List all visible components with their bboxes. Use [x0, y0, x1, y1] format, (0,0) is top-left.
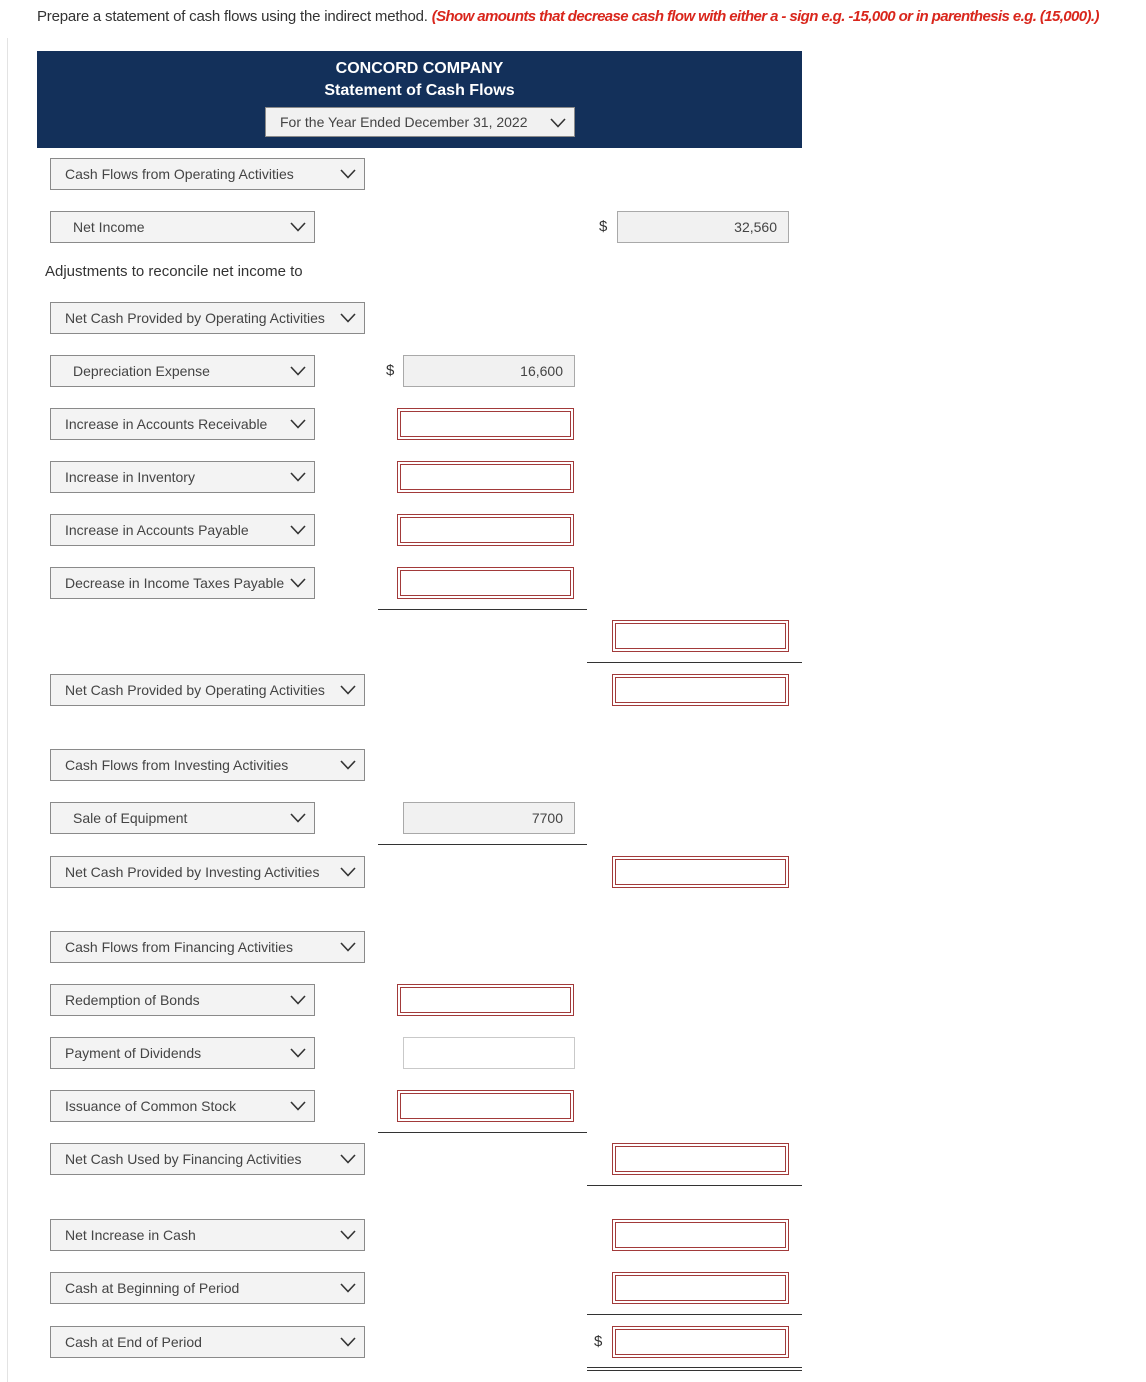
operating-total-select[interactable] [50, 674, 365, 706]
company-name: CONCORD COMPANY [335, 60, 504, 77]
cash-beginning-input[interactable] [612, 1272, 789, 1304]
investing-total-input[interactable] [612, 856, 789, 888]
income-taxes-input[interactable] [397, 567, 574, 599]
accounts-payable-select[interactable] [50, 514, 315, 546]
financing-total-input[interactable] [612, 1143, 789, 1175]
accounts-receivable-label: Increase in Accounts Receivable [65, 416, 268, 432]
depreciation-label: Depreciation Expense [73, 363, 210, 379]
cash-beginning-label: Cash at Beginning of Period [65, 1280, 240, 1296]
sale-of-equipment-label: Sale of Equipment [73, 810, 188, 826]
inventory-select[interactable] [50, 461, 315, 493]
income-taxes-label: Decrease in Income Taxes Payable [65, 575, 285, 591]
chevron-down-icon [340, 1154, 356, 1164]
subtotal-rule [378, 1132, 587, 1133]
operating-total-label: Net Cash Provided by Operating Activities [65, 682, 325, 698]
operating-heading-select[interactable] [50, 158, 365, 190]
financing-total-select[interactable] [50, 1143, 365, 1175]
financing-total-label: Net Cash Used by Financing Activities [65, 1151, 302, 1167]
chevron-down-icon [290, 813, 306, 823]
accounts-receivable-select[interactable] [50, 408, 315, 440]
chevron-down-icon [340, 1230, 356, 1240]
chevron-down-icon [340, 685, 356, 695]
sale-of-equipment-amount: 7700 [403, 802, 575, 834]
instructions-text: Prepare a statement of cash flows using the indirect method. [37, 8, 428, 25]
adjustments-total-input[interactable] [612, 620, 789, 652]
depreciation-amount: 16,600 [403, 355, 575, 387]
instructions [37, 8, 1099, 25]
issuance-of-common-stock-label: Issuance of Common Stock [65, 1098, 237, 1114]
payment-of-dividends-select[interactable] [50, 1037, 315, 1069]
accounts-payable-label: Increase in Accounts Payable [65, 522, 249, 538]
chevron-down-icon [340, 760, 356, 770]
dollar-sign: $ [386, 362, 395, 379]
dollar-sign: $ [594, 1333, 603, 1350]
chevron-down-icon [340, 1337, 356, 1347]
chevron-down-icon [290, 525, 306, 535]
net-income-amount: 32,560 [617, 211, 789, 243]
cash-end-label: Cash at End of Period [65, 1334, 202, 1350]
chevron-down-icon [290, 1101, 306, 1111]
investing-total-label: Net Cash Provided by Investing Activities [65, 864, 320, 880]
depreciation-select[interactable] [50, 355, 315, 387]
redemption-of-bonds-select[interactable] [50, 984, 315, 1016]
double-rule-bottom [587, 1370, 802, 1371]
adjustments-heading-label: Net Cash Provided by Operating Activities [65, 310, 325, 326]
chevron-down-icon [340, 1283, 356, 1293]
subtotal-rule [378, 609, 587, 610]
period-select-label: For the Year Ended December 31, 2022 [280, 114, 528, 130]
chevron-down-icon [290, 995, 306, 1005]
left-border [7, 38, 8, 1382]
subtotal-rule [587, 662, 802, 663]
chevron-down-icon [340, 313, 356, 323]
chevron-down-icon [290, 366, 306, 376]
chevron-down-icon [290, 419, 306, 429]
inventory-label: Increase in Inventory [65, 469, 195, 485]
operating-heading-label: Cash Flows from Operating Activities [65, 166, 294, 182]
subtotal-rule [587, 1314, 802, 1315]
chevron-down-icon [340, 867, 356, 877]
dollar-sign: $ [599, 218, 608, 235]
financing-heading-select[interactable] [50, 931, 365, 963]
cash-end-select[interactable] [50, 1326, 365, 1358]
redemption-of-bonds-input[interactable] [397, 984, 574, 1016]
investing-total-select[interactable] [50, 856, 365, 888]
inventory-input[interactable] [397, 461, 574, 493]
chevron-down-icon [290, 222, 306, 232]
statement-header [37, 51, 802, 148]
cash-end-input[interactable] [612, 1326, 789, 1358]
chevron-down-icon [290, 578, 306, 588]
chevron-down-icon [290, 1048, 306, 1058]
redemption-of-bonds-label: Redemption of Bonds [65, 992, 200, 1008]
payment-of-dividends-input[interactable] [403, 1037, 575, 1069]
cash-beginning-select[interactable] [50, 1272, 365, 1304]
period-select[interactable] [265, 107, 575, 137]
net-income-select[interactable] [50, 211, 315, 243]
net-income-label: Net Income [73, 219, 145, 235]
double-rule-top [587, 1367, 802, 1368]
sale-of-equipment-select[interactable] [50, 802, 315, 834]
net-increase-label: Net Increase in Cash [65, 1227, 196, 1243]
accounts-receivable-input[interactable] [397, 408, 574, 440]
chevron-down-icon [340, 942, 356, 952]
accounts-payable-input[interactable] [397, 514, 574, 546]
net-increase-input[interactable] [612, 1219, 789, 1251]
instructions-hint: (Show amounts that decrease cash flow with either a - sign e.g. -15,000 or in parenthesis e.g. (15,000).) [431, 8, 1099, 25]
income-taxes-select[interactable] [50, 567, 315, 599]
adjustments-heading-select[interactable] [50, 302, 365, 334]
subtotal-rule [378, 844, 587, 845]
issuance-of-common-stock-input[interactable] [397, 1090, 574, 1122]
subtotal-rule [587, 1185, 802, 1186]
chevron-down-icon [550, 118, 566, 128]
operating-total-input[interactable] [612, 674, 789, 706]
statement-title: Statement of Cash Flows [324, 82, 515, 99]
payment-of-dividends-label: Payment of Dividends [65, 1045, 202, 1061]
adjustments-label: Adjustments to reconcile net income to [45, 263, 303, 280]
chevron-down-icon [340, 169, 356, 179]
chevron-down-icon [290, 472, 306, 482]
issuance-of-common-stock-select[interactable] [50, 1090, 315, 1122]
investing-heading-select[interactable] [50, 749, 365, 781]
net-increase-select[interactable] [50, 1219, 365, 1251]
financing-heading-label: Cash Flows from Financing Activities [65, 939, 293, 955]
investing-heading-label: Cash Flows from Investing Activities [65, 757, 289, 773]
